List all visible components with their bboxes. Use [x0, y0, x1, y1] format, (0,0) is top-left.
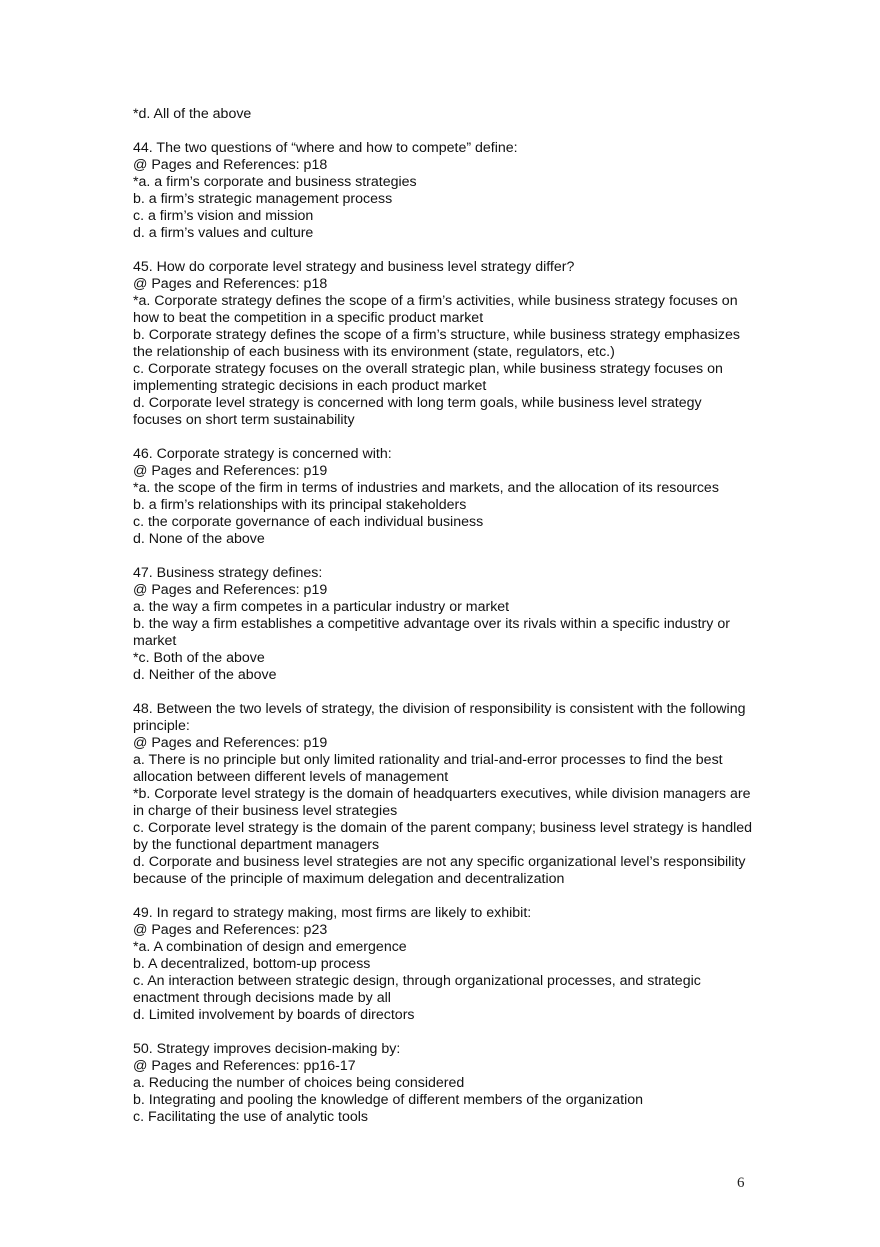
question-48	[133, 701, 753, 888]
question-stem: 45. How do corporate level strategy and business level strategy differ?	[133, 259, 575, 275]
page-content	[133, 106, 753, 1126]
page-reference: @ Pages and References: p18	[133, 276, 328, 292]
answer-option: d. Corporate and business level strategies are not any specific organizational level’s responsibility because of the principle of maximum delegation and decentralization	[133, 854, 746, 887]
answer-option: a. the way a firm competes in a particular industry or market	[133, 599, 510, 615]
answer-option: d. None of the above	[133, 531, 265, 547]
answer-option: b. a firm’s relationships with its principal stakeholders	[133, 497, 467, 513]
spacer	[133, 684, 753, 701]
answer-option: c. the corporate governance of each individual business	[133, 514, 484, 530]
page-reference: @ Pages and References: p19	[133, 582, 328, 598]
answer-option: b. A decentralized, bottom-up process	[133, 956, 371, 972]
answer-option: *a. a firm’s corporate and business strategies	[133, 174, 417, 190]
answer-option: b. the way a firm establishes a competitive advantage over its rivals within a specific industry or market	[133, 616, 730, 649]
page-reference: @ Pages and References: p19	[133, 735, 328, 751]
spacer	[133, 429, 753, 446]
answer-option: a. There is no principle but only limited rationality and trial-and-error processes to find the best allocation between different levels of management	[133, 752, 723, 785]
page-reference: @ Pages and References: p19	[133, 463, 328, 479]
question-stem: 46. Corporate strategy is concerned with:	[133, 446, 392, 462]
spacer	[133, 1024, 753, 1041]
answer-option: a. Reducing the number of choices being considered	[133, 1075, 465, 1091]
page-reference: @ Pages and References: p18	[133, 157, 328, 173]
question-50	[133, 1041, 753, 1126]
answer-option: d. a firm’s values and culture	[133, 225, 314, 241]
question-stem: 44. The two questions of “where and how to compete” define:	[133, 140, 518, 156]
answer-option: b. a firm’s strategic management process	[133, 191, 393, 207]
answer-option: b. Integrating and pooling the knowledge of different members of the organization	[133, 1092, 644, 1108]
question-stem: 50. Strategy improves decision-making by:	[133, 1041, 401, 1057]
answer-option: d. Limited involvement by boards of directors	[133, 1007, 415, 1023]
page-reference: @ Pages and References: pp16-17	[133, 1058, 356, 1074]
question-46	[133, 446, 753, 548]
spacer	[133, 548, 753, 565]
answer-option: *a. A combination of design and emergence	[133, 939, 407, 955]
question-45	[133, 259, 753, 429]
answer-option: *b. Corporate level strategy is the domain of headquarters executives, while division managers are in charge of their business level strategies	[133, 786, 751, 819]
answer-option: d. Corporate level strategy is concerned with long term goals, while business level strategy focuses on short term sustainability	[133, 395, 702, 428]
page-reference: @ Pages and References: p23	[133, 922, 328, 938]
answer-option: c. Corporate strategy focuses on the overall strategic plan, while business strategy focuses on implementing strategic decisions in each product market	[133, 361, 723, 394]
page-number: 6	[737, 1175, 745, 1191]
question-stem: 47. Business strategy defines:	[133, 565, 323, 581]
answer-option: c. a firm’s vision and mission	[133, 208, 314, 224]
answer-option: c. An interaction between strategic design, through organizational processes, and strategic enactment through decisions made by all	[133, 973, 701, 1006]
spacer	[133, 123, 753, 140]
answer-option: *c. Both of the above	[133, 650, 265, 666]
answer-option: c. Corporate level strategy is the domain of the parent company; business level strategy is handled by the functional department managers	[133, 820, 753, 853]
answer-option: *d. All of the above	[133, 106, 252, 122]
question-stem: 49. In regard to strategy making, most firms are likely to exhibit:	[133, 905, 532, 921]
answer-option: d. Neither of the above	[133, 667, 277, 683]
question-stem: 48. Between the two levels of strategy, the division of responsibility is consistent with the following principle:	[133, 701, 746, 734]
answer-option: b. Corporate strategy defines the scope of a firm’s structure, while business strategy emphasizes the relationship of each business with its environment (state, regulators, etc.)	[133, 327, 740, 360]
answer-option: *a. Corporate strategy defines the scope of a firm’s activities, while business strategy focuses on how to beat the competition in a specific product market	[133, 293, 738, 326]
question-47	[133, 565, 753, 684]
answer-option: *a. the scope of the firm in terms of industries and markets, and the allocation of its resources	[133, 480, 719, 496]
answer-option: c. Facilitating the use of analytic tools	[133, 1109, 369, 1125]
spacer	[133, 242, 753, 259]
spacer	[133, 888, 753, 905]
question-49	[133, 905, 753, 1024]
question-44	[133, 140, 753, 242]
